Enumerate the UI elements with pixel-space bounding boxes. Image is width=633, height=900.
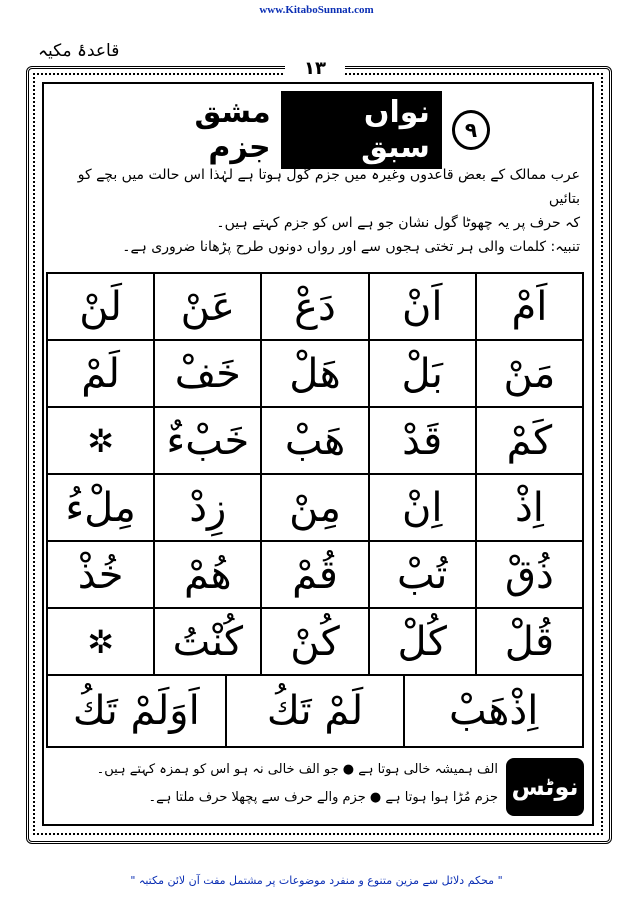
grid-cell: هُمْ (153, 540, 262, 609)
book-title: قاعدۂ مکیہ (38, 41, 120, 61)
grid-cell: تُبْ (368, 540, 477, 609)
lesson-title-text: مشق جزم (194, 95, 271, 165)
grid-cell: مِلْءُ (46, 473, 155, 542)
notes-badge: نوٹس (506, 758, 584, 816)
grid-cell: دَعْ (260, 272, 369, 341)
grid-cell: قُلْ (475, 607, 584, 676)
star-ornament-icon: ✲ (46, 406, 155, 475)
grid-cell: هَلْ (260, 339, 369, 408)
site-url[interactable]: www.KitaboSunnat.com (259, 4, 374, 16)
grid-cell: كُنْ (260, 607, 369, 676)
description-line-2: کہ حرف پر یہ چھوٹا گول نشان جو ہے اس کو جزم کہتے ہیں۔ (216, 215, 580, 231)
grid-row (48, 473, 584, 540)
description-line-3: تنبیہ: کلمات والی ہر تختی ہجوں سے اور رواں دونوں طرح پڑھانا ضروری ہے۔ (122, 239, 580, 255)
grid-cell: كُنْتُ (153, 607, 262, 676)
grid-cell: خُذْ (46, 540, 155, 609)
grid-cell: قُمْ (260, 540, 369, 609)
grid-cell: ذُقْ (475, 540, 584, 609)
grid-cell: بَلْ (368, 339, 477, 408)
grid-cell: اِنْ (368, 473, 477, 542)
lesson-number: ۹ (452, 110, 490, 150)
notes-section (48, 758, 584, 818)
grid-cell: لَمْ تَكُ (225, 674, 406, 748)
grid-cell: خَبْءٌ (153, 406, 262, 475)
grid-cell: كُلْ (368, 607, 477, 676)
grid-row (48, 540, 584, 607)
grid-cell: خَفْ (153, 339, 262, 408)
page-number: ۱۳ (285, 58, 345, 79)
grid-cell: كَمْ (475, 406, 584, 475)
note-line-2: جزم مُڑا ہوا ہوتا ہے ● جزم والے حرف سے پچھلا حرف ملتا ہے۔ (148, 790, 498, 805)
grid-row (48, 272, 584, 339)
description-line-1: عرب ممالک کے بعض قاعدوں وغیرہ میں جزم گول ہوتا ہے لہٰذا اس حالت میں بچے کو بتائیں (77, 167, 580, 207)
grid-cell: اِذْهَبْ (403, 674, 584, 748)
note-line-1: الف ہمیشہ خالی ہوتا ہے ● جو الف خالی نہ ہو اس کو ہمزہ کہتے ہیں۔ (96, 762, 498, 777)
grid-row (48, 406, 584, 473)
grid-row (48, 607, 584, 674)
grid-cell: اَنْ (368, 272, 477, 341)
grid-cell: زِدْ (153, 473, 262, 542)
grid-cell: لَمْ (46, 339, 155, 408)
grid-cell: عَنْ (153, 272, 262, 341)
grid-cell: اَوَلَمْ تَكُ (46, 674, 227, 748)
lesson-title-boxed: نواں سبق (281, 91, 442, 169)
grid-cell: اَمْ (475, 272, 584, 341)
grid-cell: قَدْ (368, 406, 477, 475)
grid-row (48, 339, 584, 406)
footer-text: " محکم دلائل سے مزین متنوع و منفرد موضوعات پر مشتمل مفت آن لائن مکتبہ " (130, 874, 503, 887)
lesson-description (50, 163, 580, 259)
grid-cell: مِنْ (260, 473, 369, 542)
star-ornament-icon: ✲ (46, 607, 155, 676)
word-grid (48, 272, 584, 746)
grid-row-phrases (48, 674, 584, 746)
grid-cell: مَنْ (475, 339, 584, 408)
grid-cell: اِذْ (475, 473, 584, 542)
lesson-title (130, 95, 490, 165)
grid-cell: لَنْ (46, 272, 155, 341)
grid-cell: هَبْ (260, 406, 369, 475)
